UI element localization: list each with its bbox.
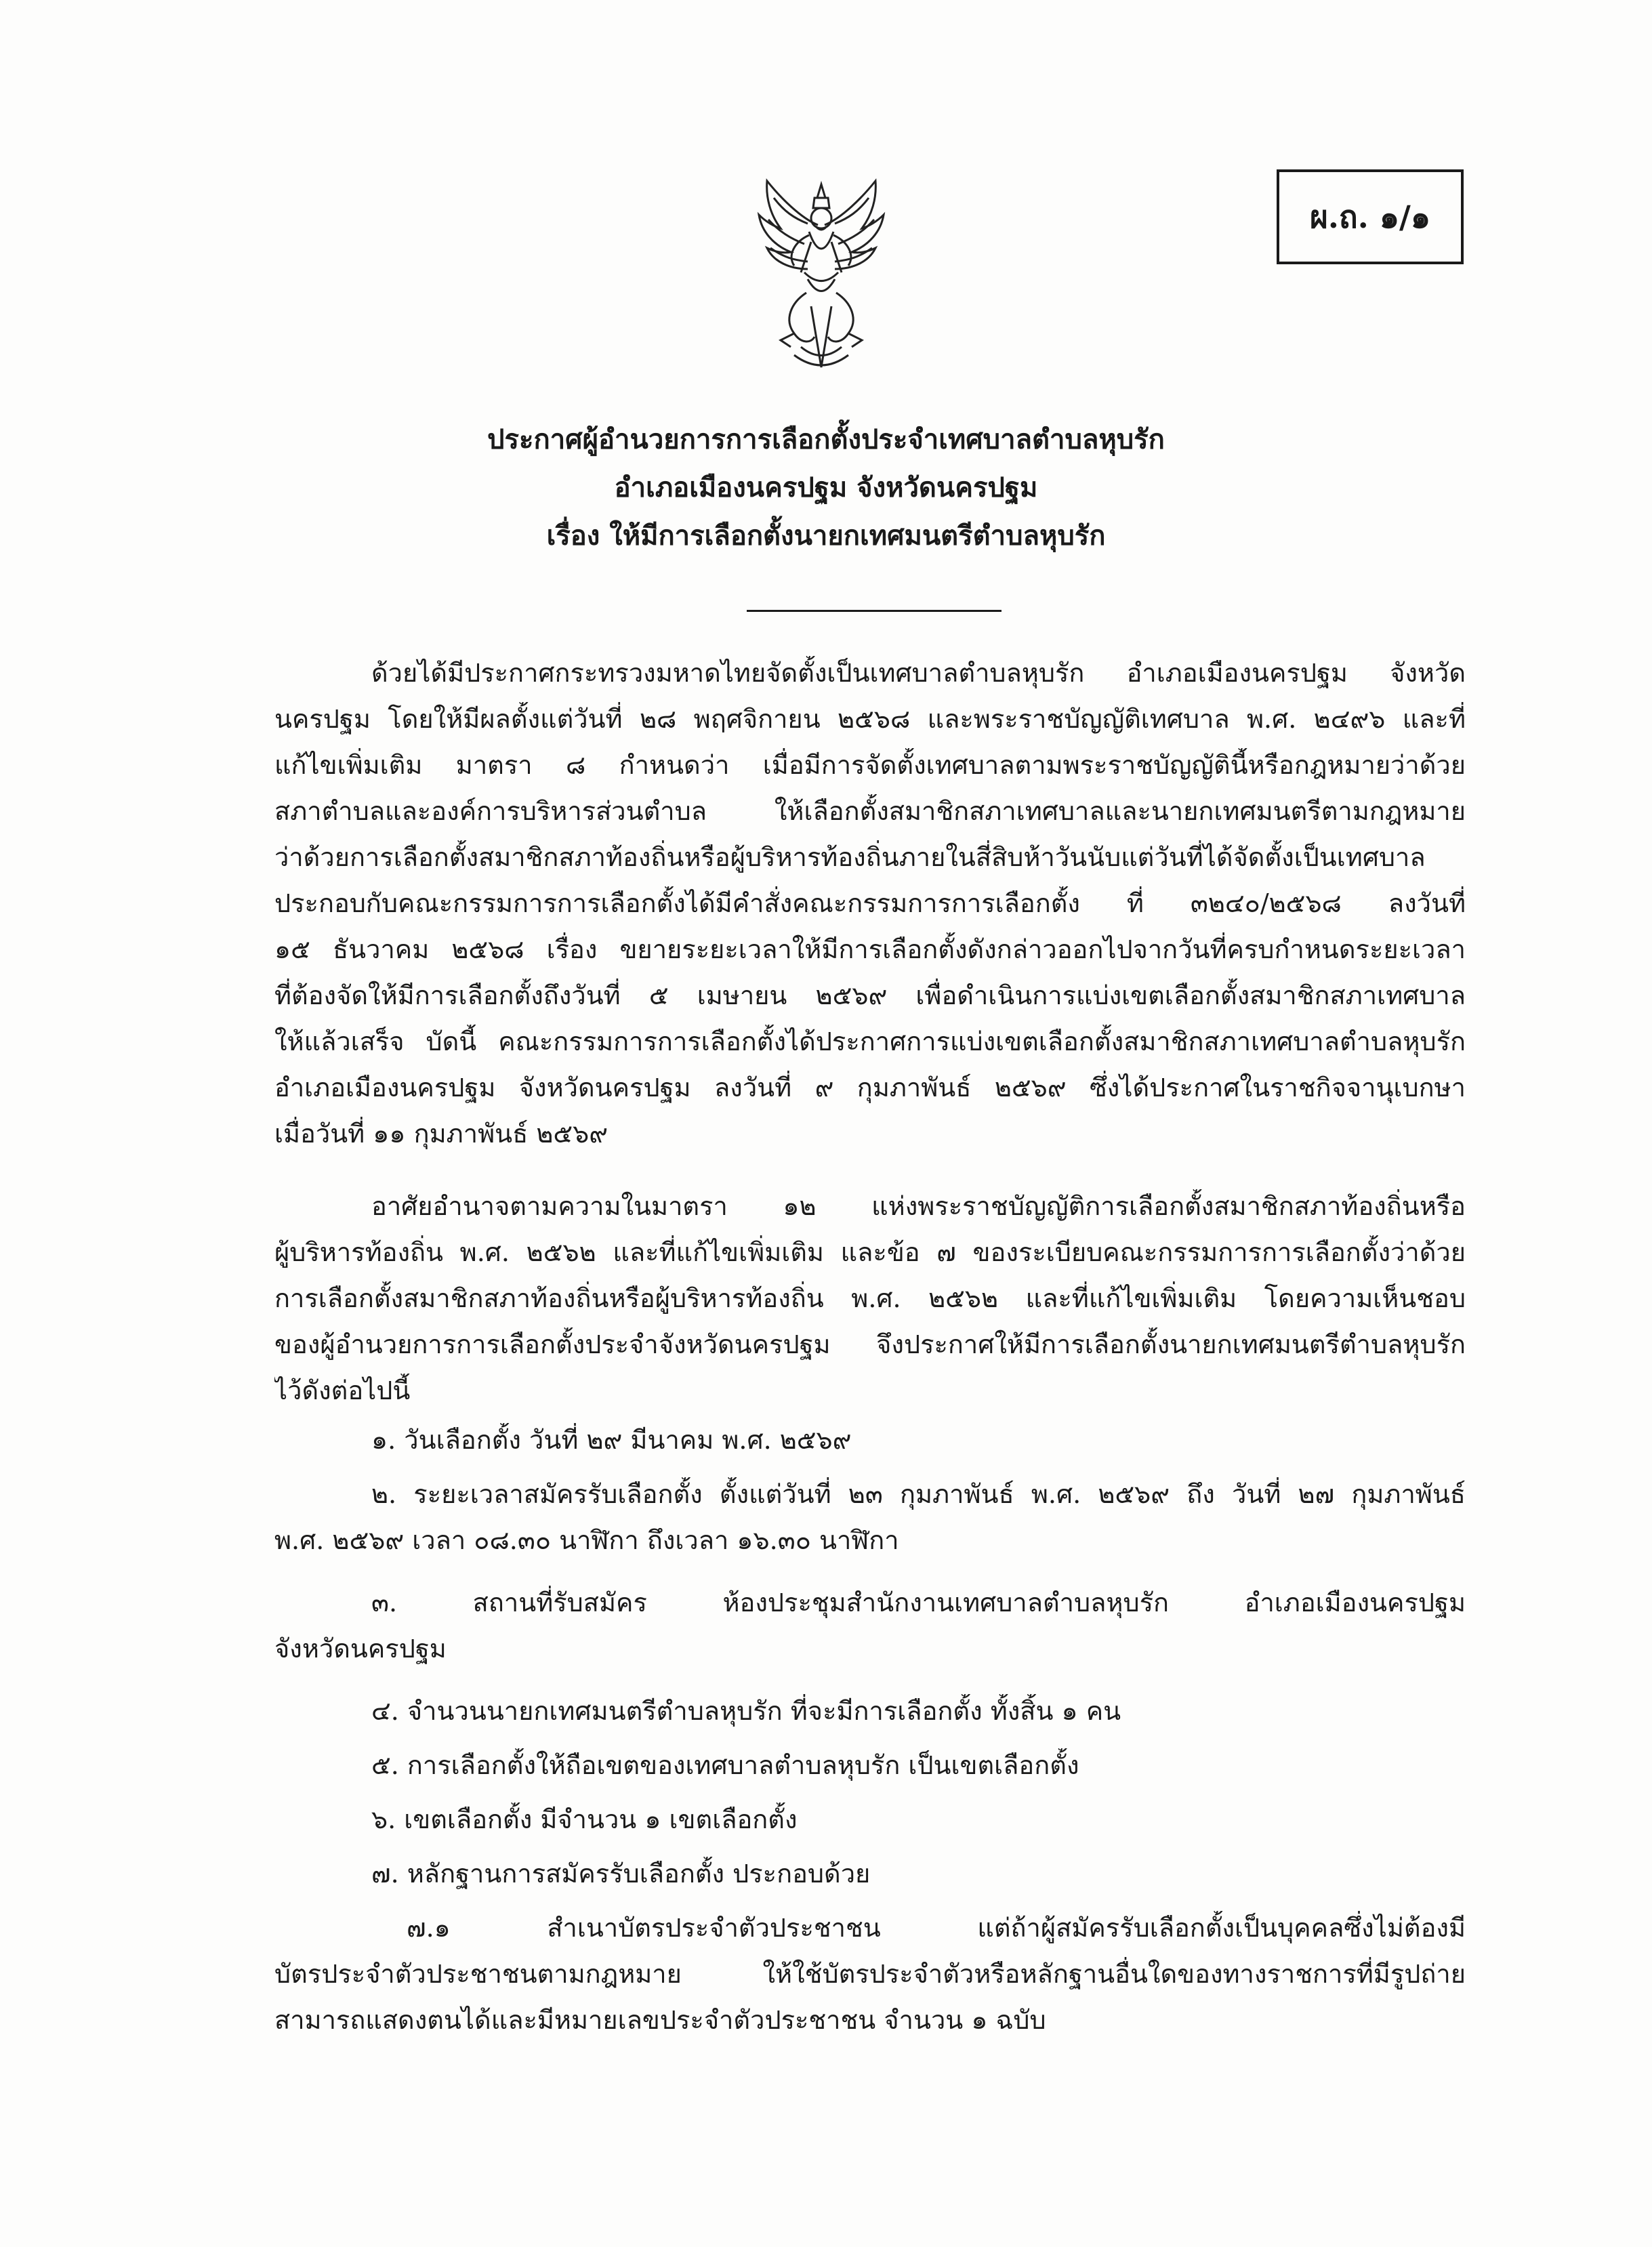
garuda-emblem-icon bbox=[753, 178, 889, 374]
item-3-cont: จังหวัดนครปฐม bbox=[274, 1634, 447, 1664]
item-1: ๑. วันเลือกตั้ง วันที่ ๒๙ มีนาคม พ.ศ. ๒๕๖๙ bbox=[371, 1425, 852, 1455]
body-line-7: ๑๕ ธันวาคม ๒๕๖๘ เรื่อง ขยายระยะเวลาให้มีการเลือกตั้งดังกล่าวออกไปจากวันที่ครบกำหนดระยะเวลา bbox=[274, 934, 1466, 964]
item-7: ๗. หลักฐานการสมัครรับเลือกตั้ง ประกอบด้วย bbox=[371, 1859, 871, 1889]
item-7-1-cont-2: สามารถแสดงตนได้และมีหมายเลขประจำตัวประชาชน จำนวน ๑ ฉบับ bbox=[274, 2005, 1046, 2035]
item-5: ๕. การเลือกตั้งให้ถือเขตของเทศบาลตำบลหุบรัก เป็นเขตเลือกตั้ง bbox=[371, 1750, 1079, 1780]
body-line-8: ที่ต้องจัดให้มีการเลือกตั้งถึงวันที่ ๕ เมษายน ๒๕๖๙ เพื่อดำเนินการแบ่งเขตเลือกตั้งสมาชิกสภาเทศบาล bbox=[274, 981, 1466, 1010]
title-line-2: อำเภอเมืองนครปฐม จังหวัดนครปฐม bbox=[614, 472, 1038, 503]
title-line-1: ประกาศผู้อำนวยการการเลือกตั้งประจำเทศบาลตำบลหุบรัก bbox=[487, 424, 1165, 455]
item-2: ๒. ระยะเวลาสมัครรับเลือกตั้ง ตั้งแต่วันที่ ๒๓ กุมภาพันธ์ พ.ศ. ๒๕๖๙ ถึง วันที่ ๒๗ กุมภาพันธ์ bbox=[371, 1479, 1466, 1509]
body-line-6: ประกอบกับคณะกรรมการการเลือกตั้งได้มีคำสั่งคณะกรรมการการเลือกตั้ง ที่ ๓๒๔๐/๒๕๖๘ ลงวันที่ bbox=[274, 888, 1466, 918]
body-line-4: สภาตำบลและองค์การบริหารส่วนตำบล ให้เลือกตั้งสมาชิกสภาเทศบาลและนายกเทศมนตรีตามกฎหมาย bbox=[274, 796, 1466, 826]
body-line-9: ให้แล้วเสร็จ บัดนี้ คณะกรรมการการเลือกตั้งได้ประกาศการแบ่งเขตเลือกตั้งสมาชิกสภาเทศบาลตำบลหุบรัก bbox=[274, 1027, 1466, 1056]
item-3: ๓. สถานที่รับสมัคร ห้องประชุมสำนักงานเทศบาลตำบลหุบรัก อำเภอเมืองนครปฐม bbox=[371, 1588, 1466, 1617]
body-line-12: อาศัยอำนาจตามความในมาตรา ๑๒ แห่งพระราชบัญญัติการเลือกตั้งสมาชิกสภาท้องถิ่นหรือ bbox=[371, 1191, 1466, 1221]
body-line-15: ของผู้อำนวยการการเลือกตั้งประจำจังหวัดนครปฐม จึงประกาศให้มีการเลือกตั้งนายกเทศมนตรีตำบลหุบรัก bbox=[274, 1329, 1466, 1359]
form-code-box bbox=[1277, 169, 1464, 264]
body-line-2: นครปฐม โดยให้มีผลตั้งแต่วันที่ ๒๘ พฤศจิกายน ๒๕๖๘ และพระราชบัญญัติเทศบาล พ.ศ. ๒๔๙๖ และที่ bbox=[274, 704, 1466, 734]
body-line-10: อำเภอเมืองนครปฐม จังหวัดนครปฐม ลงวันที่ ๙ กุมภาพันธ์ ๒๕๖๙ ซึ่งได้ประกาศในราชกิจจานุเบกษา bbox=[274, 1073, 1466, 1102]
item-2-cont: พ.ศ. ๒๕๖๙ เวลา ๐๘.๓๐ นาฬิกา ถึงเวลา ๑๖.๓๐ นาฬิกา bbox=[274, 1525, 899, 1555]
body-line-14: การเลือกตั้งสมาชิกสภาท้องถิ่นหรือผู้บริหารท้องถิ่น พ.ศ. ๒๕๖๒ และที่แก้ไขเพิ่มเติม โดยความเห็นชอบ bbox=[274, 1283, 1466, 1313]
title-underline bbox=[747, 610, 1001, 612]
body-line-1: ด้วยได้มีประกาศกระทรวงมหาดไทยจัดตั้งเป็นเทศบาลตำบลหุบรัก อำเภอเมืองนครปฐม จังหวัด bbox=[371, 658, 1466, 688]
body-line-5: ว่าด้วยการเลือกตั้งสมาชิกสภาท้องถิ่นหรือผู้บริหารท้องถิ่นภายในสี่สิบห้าวันนับแต่วันที่ได้จัดตั้งเป็นเทศบาล bbox=[274, 842, 1426, 872]
item-7-1: ๗.๑ สำเนาบัตรประจำตัวประชาชน แต่ถ้าผู้สมัครรับเลือกตั้งเป็นบุคคลซึ่งไม่ต้องมี bbox=[407, 1913, 1466, 1943]
form-code: ผ.ถ. ๑/๑ bbox=[1309, 198, 1431, 235]
body-line-11: เมื่อวันที่ ๑๑ กุมภาพันธ์ ๒๕๖๙ bbox=[274, 1119, 608, 1149]
item-7-1-cont-1: บัตรประจำตัวประชาชนตามกฎหมาย ให้ใช้บัตรประจำตัวหรือหลักฐานอื่นใดของทางราชการที่มีรูปถ่าย bbox=[274, 1959, 1466, 1989]
title-line-3: เรื่อง ให้มีการเลือกตั้งนายกเทศมนตรีตำบลหุบรัก bbox=[546, 520, 1106, 552]
item-4: ๔. จำนวนนายกเทศมนตรีตำบลหุบรัก ที่จะมีการเลือกตั้ง ทั้งสิ้น ๑ คน bbox=[371, 1696, 1121, 1726]
item-6: ๖. เขตเลือกตั้ง มีจำนวน ๑ เขตเลือกตั้ง bbox=[371, 1805, 798, 1834]
body-line-16: ไว้ดังต่อไปนี้ bbox=[274, 1376, 411, 1405]
body-line-3: แก้ไขเพิ่มเติม มาตรา ๘ กำหนดว่า เมื่อมีการจัดตั้งเทศบาลตามพระราชบัญญัตินี้หรือกฎหมายว่าด้วย bbox=[274, 750, 1466, 780]
body-line-13: ผู้บริหารท้องถิ่น พ.ศ. ๒๕๖๒ และที่แก้ไขเพิ่มเติม และข้อ ๗ ของระเบียบคณะกรรมการการเลือกตั้งว่าด้วย bbox=[274, 1237, 1466, 1267]
